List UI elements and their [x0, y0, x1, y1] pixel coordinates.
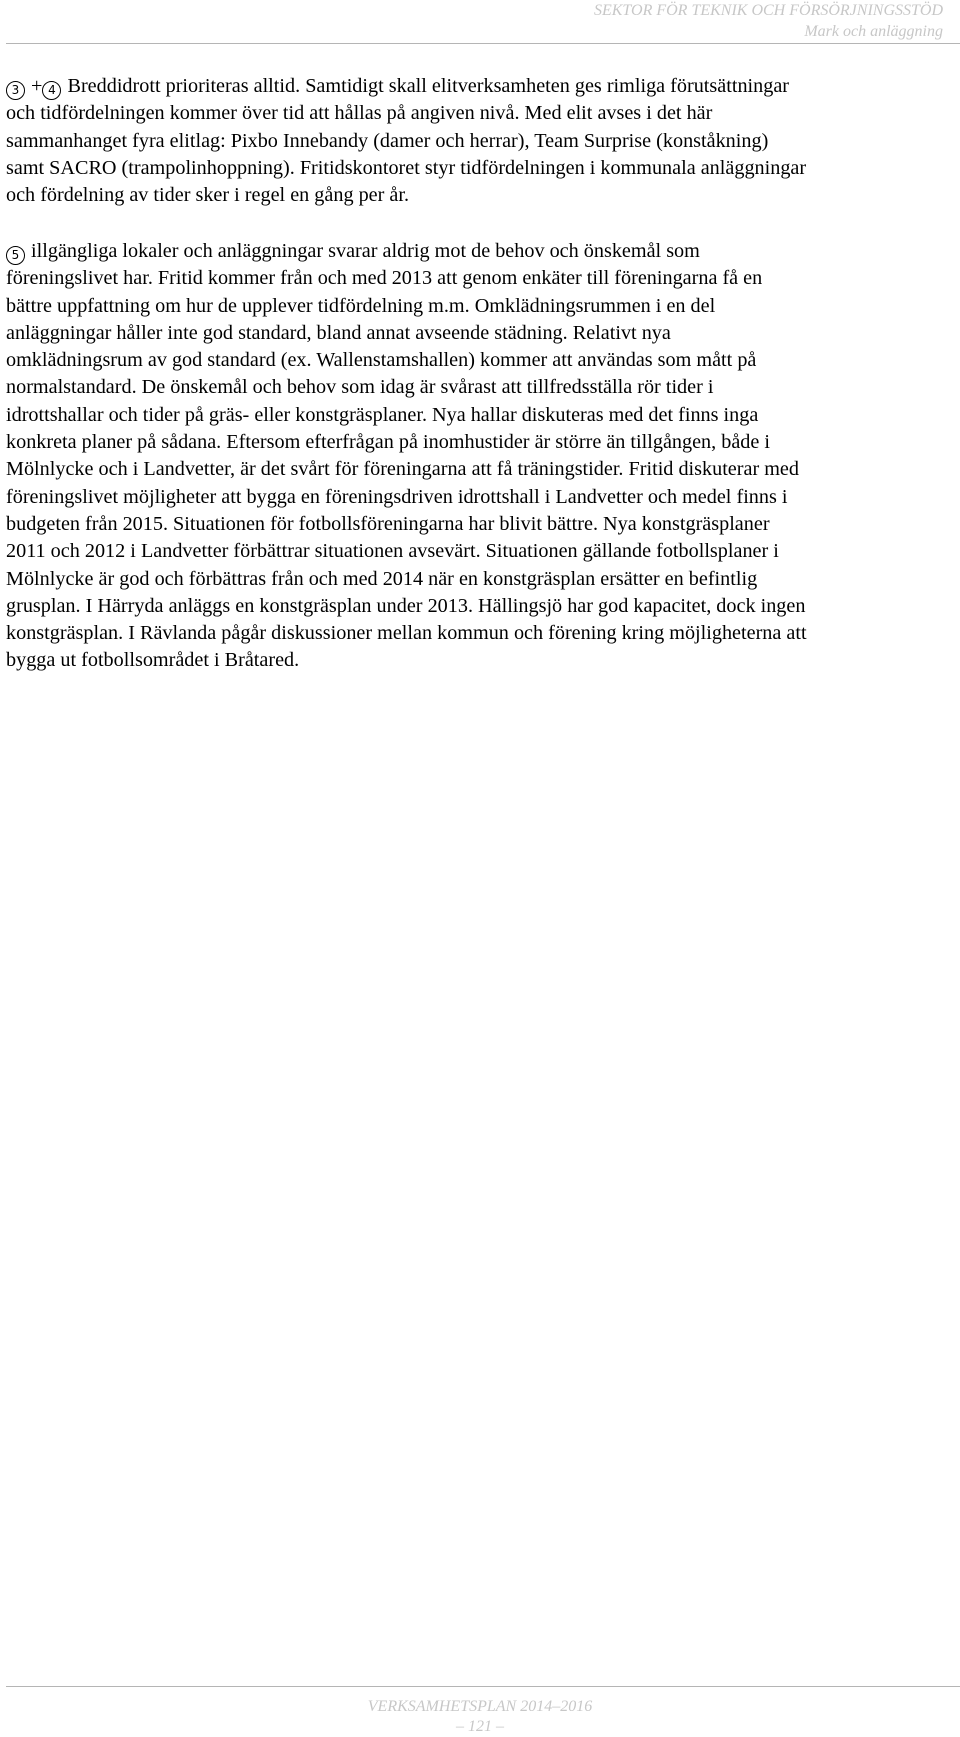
text-line: samt SACRO (trampolinhoppning). Fritidskontoret styr tidfördelningen i kommunala anläggningar	[6, 156, 807, 179]
circled-number-icon: 3	[6, 81, 25, 100]
paragraph-facilities	[6, 238, 954, 675]
text-line: budgeten från 2015. Situationen för fotbollsföreningarna har blivit bättre. Nya konstgräsplaner	[6, 512, 770, 535]
circled-number-icon: 5	[6, 246, 25, 265]
paragraph-priorities	[6, 73, 954, 209]
text-line: sammanhanget fyra elitlag: Pixbo Innebandy (damer och herrar), Team Surprise (konståkning)	[6, 129, 769, 152]
page-number: – 121 –	[456, 1718, 504, 1735]
text-line: Mölnlycke är god och förbättras från och med 2014 när en konstgräsplan ersätter en befintlig	[6, 567, 758, 590]
text-line: Mölnlycke och i Landvetter, är det svårt för föreningarna att få träningstider. Fritid diskuterar med	[6, 458, 799, 481]
header-department: SEKTOR FÖR TEKNIK OCH FÖRSÖRJNINGSSTÖD	[593, 2, 943, 19]
text-line: 5 illgängliga lokaler och anläggningar svarar aldrig mot de behov och önskemål som	[6, 238, 954, 265]
text-line: grusplan. I Härryda anläggs en konstgräsplan under 2013. Hällingsjö har god kapacitet, dock ingen	[6, 594, 806, 617]
text-line: föreningslivet möjligheter att bygga en föreningsdriven idrottshall i Landvetter och medel finns i	[6, 485, 788, 508]
text-line: och fördelning av tider sker i regel en gång per år.	[6, 184, 410, 207]
page-header	[594, 0, 943, 42]
marker-join: +	[26, 75, 43, 97]
text-line: och tidfördelningen kommer över tid att hållas på angiven nivå. Med elit avses i det här	[6, 102, 713, 125]
text-line: idrottshallar och tider på gräs- eller konstgräsplaner. Nya hallar diskuteras med det finns inga	[6, 403, 759, 426]
text-line: bättre uppfattning om hur de upplever tidfördelning m.m. Omklädningsrummen i en del	[6, 294, 716, 317]
circled-number-icon: 4	[42, 81, 61, 100]
header-unit: Mark och anläggning	[804, 23, 943, 40]
text-line: omklädningsrum av god standard (ex. Wallenstamshallen) kommer att användas som mått på	[6, 349, 757, 372]
header-divider	[6, 43, 960, 44]
text-line: anläggningar håller inte god standard, bland annat avseende städning. Relativt nya	[6, 321, 671, 344]
text-line: konkreta planer på sådana. Eftersom efterfrågan på inomhustider är större än tillgången, både i	[6, 431, 771, 454]
text-line: 3 + 4 Breddidrott prioriteras alltid. Samtidigt skall elitverksamheten ges rimliga förutsättningar	[6, 73, 954, 100]
page-footer	[0, 1697, 960, 1737]
text-line: föreningslivet har. Fritid kommer från och med 2013 att genom enkäter till föreningarna få en	[6, 267, 763, 290]
footer-title: VERKSAMHETSPLAN 2014–2016	[367, 1698, 593, 1715]
text-line: normalstandard. De önskemål och behov som idag är svårast att tillfredsställa rör tider i	[6, 376, 714, 399]
text-line: 2011 och 2012 i Landvetter förbättrar situationen avsevärt. Situationen gällande fotbollsplaner i	[6, 540, 779, 563]
text-line: konstgräsplan. I Rävlanda pågår diskussioner mellan kommun och förening kring möjligheterna att	[6, 622, 807, 645]
footer-divider	[6, 1686, 960, 1687]
text-line: bygga ut fotbollsområdet i Bråtared.	[6, 649, 300, 672]
